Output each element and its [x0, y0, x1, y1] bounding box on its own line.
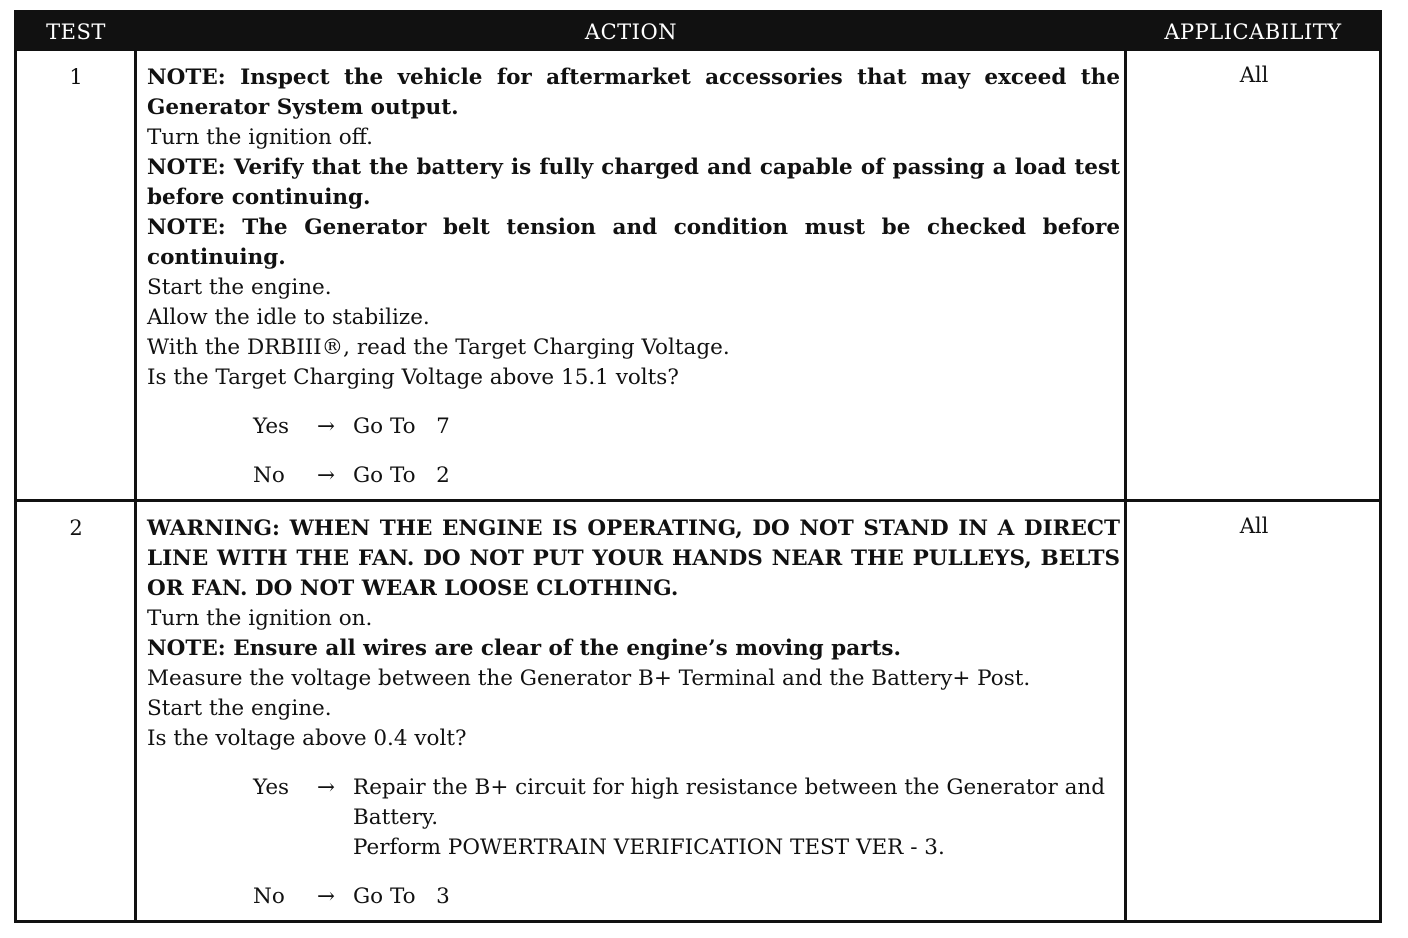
step-text: Turn the ignition off.	[147, 125, 373, 150]
right-arrow-icon: →	[316, 414, 335, 439]
step-text: Turn the ignition on.	[147, 606, 373, 631]
header-applicability: APPLICABILITY	[1127, 13, 1379, 51]
yes-result: Go To 7	[353, 414, 450, 439]
no-branch	[253, 461, 1120, 491]
yes-result	[353, 773, 1120, 863]
row-divider	[17, 499, 1379, 502]
note-text: NOTE: Inspect the vehicle for aftermarket accessories that may exceed the Generator System output.	[147, 65, 1120, 120]
action-cell	[147, 63, 1120, 491]
warning-text: WARNING: WHEN THE ENGINE IS OPERATING, DO NOT STAND IN A DIRECT LINE WITH THE FAN. DO NOT PUT YOUR HANDS NEAR THE PULLEYS, BELTS OR FAN. DO NOT WEAR LOOSE CLOTHING.	[147, 516, 1120, 601]
question-text: Is the voltage above 0.4 volt?	[147, 726, 467, 751]
no-result: Go To 3	[353, 884, 450, 909]
yes-label: Yes	[253, 414, 290, 439]
no-label: No	[253, 463, 285, 488]
yes-branch	[253, 773, 1120, 863]
yes-result-verify: Perform POWERTRAIN VERIFICATION TEST VER - 3.	[353, 835, 945, 860]
test-number: 2	[69, 516, 83, 540]
yes-branch	[253, 412, 1120, 442]
no-result: Go To 2	[353, 463, 450, 488]
yes-label: Yes	[253, 775, 290, 800]
note-text: NOTE: The Generator belt tension and condition must be checked before continuing.	[147, 215, 1120, 270]
right-arrow-icon: →	[316, 884, 335, 909]
no-branch	[253, 882, 1120, 912]
question-text: Is the Target Charging Voltage above 15.1 volts?	[147, 365, 679, 390]
step-text: Start the engine.	[147, 275, 332, 300]
step-text: Start the engine.	[147, 696, 332, 721]
step-text: Allow the idle to stabilize.	[147, 305, 430, 330]
column-divider	[134, 51, 137, 920]
step-text: Measure the voltage between the Generator B+ Terminal and the Battery+ Post.	[147, 666, 1031, 691]
column-divider	[1124, 51, 1127, 920]
no-label: No	[253, 884, 285, 909]
right-arrow-icon: →	[316, 463, 335, 488]
note-text: NOTE: Verify that the battery is fully charged and capable of passing a load test before continuing.	[147, 155, 1120, 210]
applicability-value: All	[1239, 63, 1269, 87]
step-text: With the DRBIII®, read the Target Charging Voltage.	[147, 335, 730, 360]
right-arrow-icon: →	[316, 775, 335, 800]
header-test: TEST	[17, 13, 135, 51]
yes-result-repair: Repair the B+ circuit for high resistance between the Generator and Battery.	[353, 775, 1106, 830]
test-number: 1	[69, 65, 83, 89]
note-text: NOTE: Ensure all wires are clear of the engine’s moving parts.	[147, 636, 901, 661]
diagnostic-test-table	[14, 10, 1382, 923]
action-cell	[147, 514, 1120, 912]
applicability-value: All	[1239, 514, 1269, 538]
header-action: ACTION	[135, 13, 1127, 51]
